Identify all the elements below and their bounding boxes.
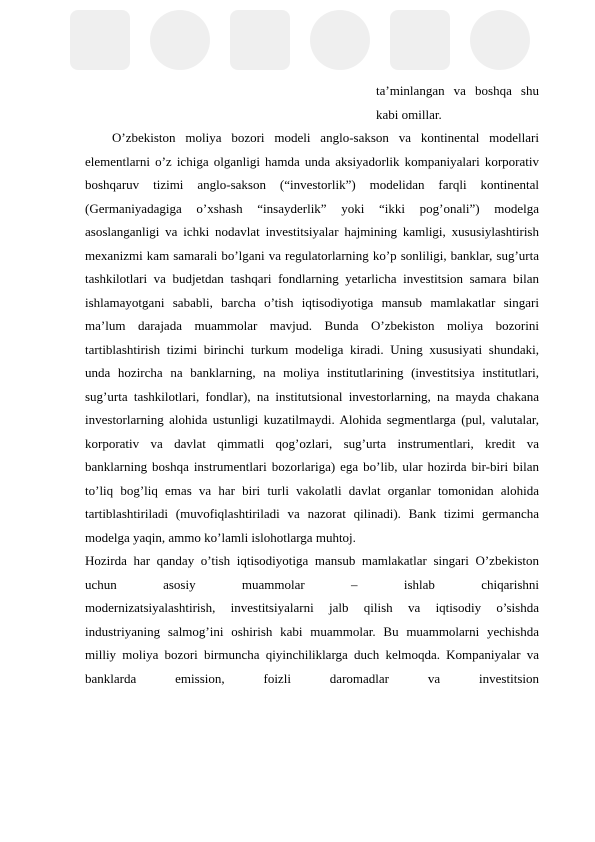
body-text <box>85 79 539 690</box>
table-cell-fragment: ta’minlangan va boshqa shu kabi omillar. <box>376 83 539 122</box>
paragraph-1: O’zbekiston moliya bozori modeli anglo-sakson va kontinental modellari elementlarni o’z ichiga olganligi hamda unda aksiyadorlik kompaniyalari korporativ boshqaruv tizimi anglo-sakson (“investorlik”) modelidan farqli kontinental (Germaniyadagiga o’xshash “insayderlik” yoki “ikki pog’onali”) modelga asoslanganligi va ichki nodavlat investitsiyalar hajmining kamligi, xususiylashtirish mexanizmi kam samarali bo’lgani va regulatorlarning ko’p sonliligi, banklar, sug’urta tashkilotlari va budjetdan tashqari fondlarning yetarlicha investitsion samara bilan ishlamayotgani sababli, barcha o’tish iqtisodiyotiga mansub mamlakatlar singari ma’lum darajada muammolar mavjud. Bunda O’zbekiston moliya bozorini tartiblashtirish tizimi birinchi turkum modeliga kiradi. Uning xususiyati shundaki, unda hozircha na banklarning, na moliya institutlarining (investitsiya institutlari, sug’urta tashkilotlari, fondlar), na institutsional investorlarning, na mayda chakana investorlarning alohida ustunligi kuzatilmaydi. Alohida segmentlarga (pul, valutalar, korporativ va davlat qimmatli qog’ozlari, sug’urta instrumentlari, kredit va banklarning boshqa instrumentlari bozorlariga) ega bo’lib, ular hozirda bir-biri bilan to’liq bog’liq emas va har biri turli vakolatli davlat organlar tomonidan alohida tartiblashtiriladi (muvofiqlashtiriladi va nazorat qilinadi). Bank tizimi germancha modelga yaqin, ammo ko’lamli islohotlarga muhtoj. <box>85 130 539 545</box>
paragraph-2: Hozirda har qanday o’tish iqtisodiyotiga mansub mamlakatlar singari O’zbekiston uchun asosiy muammolar – ishlab chiqarishni <box>85 553 539 592</box>
watermark-logo <box>70 0 530 74</box>
paragraph-3: modernizatsiyalashtirish, investitsiyalarni jalb qilish va iqtisodiy o’sishda industriyaning salmog’ini oshirish kabi muammolar. Bu muammolarni yechishda milliy moliya bozori birmuncha qiyinchiliklarga duch kelmoqda. Kompaniyalar va banklarda emission, foizli daromadlar va investitsion <box>85 600 539 686</box>
